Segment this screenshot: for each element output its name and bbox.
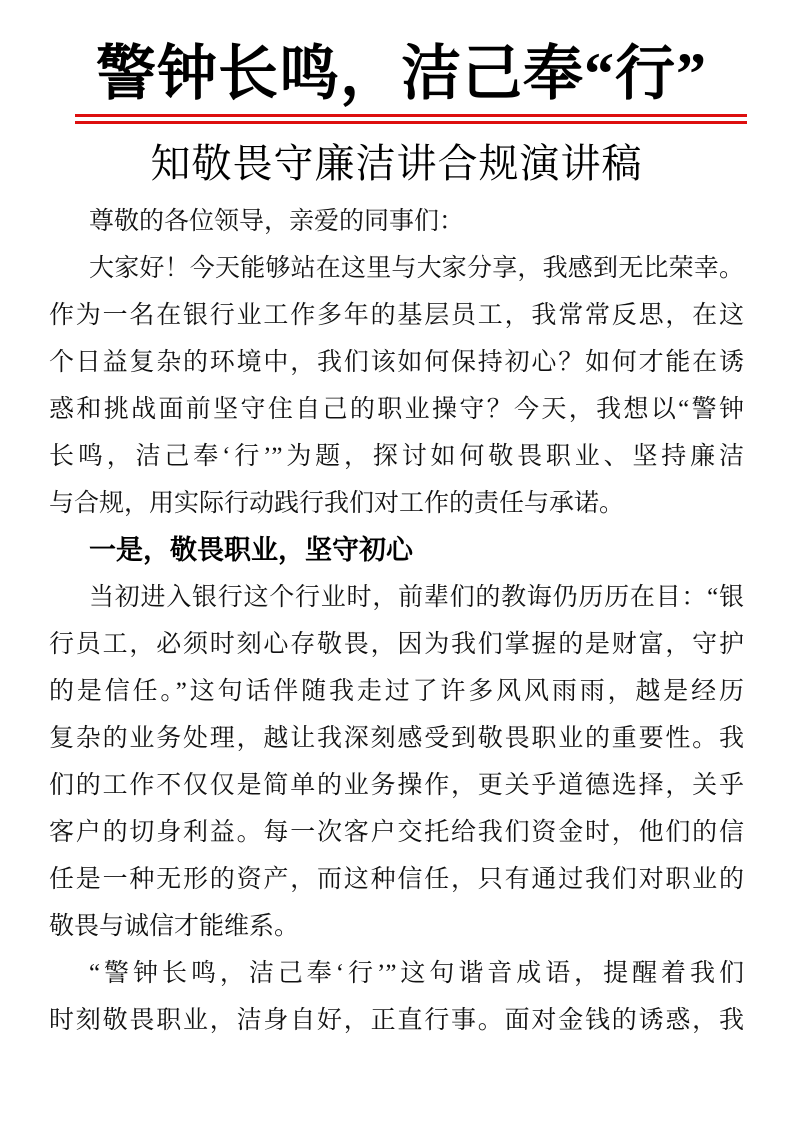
text-line: “警钟长鸣，洁己奉‘行’”这句谐音成语，提醒着我们 [89, 960, 744, 987]
text-line: 与合规，用实际行动践行我们对工作的责任与承诺。 [49, 490, 625, 517]
text-line: 客户的切身利益。每一次客户交托给我们资金时，他们的信 [49, 819, 744, 846]
document-title: 警钟长鸣，洁己奉“行” [96, 41, 707, 107]
title-double-underline [75, 114, 747, 124]
section-heading: 一是，敬畏职业，坚守初心 [89, 535, 413, 565]
text-line: 们的工作不仅仅是简单的业务操作，更关乎道德选择，关乎 [49, 772, 744, 799]
text-line: 行员工，必须时刻心存敬畏，因为我们掌握的是财富，守护 [49, 631, 744, 658]
text-line: 当初进入银行这个行业时，前辈们的教诲仍历历在目：“银 [89, 584, 744, 611]
document-body [49, 198, 744, 1044]
text-line: 作为一名在银行业工作多年的基层员工，我常常反思，在这 [49, 302, 744, 329]
text-line: 任是一种无形的资产，而这种信任，只有通过我们对职业的 [49, 866, 744, 893]
text-line: 复杂的业务处理，越让我深刻感受到敬畏职业的重要性。我 [49, 725, 744, 752]
text-line: 长鸣，洁己奉‘行’”为题，探讨如何敬畏职业、坚持廉洁 [49, 443, 744, 470]
text-line: 敬畏与诚信才能维系。 [49, 913, 300, 940]
document-subtitle: 知敬畏守廉洁讲合规演讲稿 [150, 141, 643, 186]
document-header [0, 0, 793, 190]
salutation-line: 尊敬的各位领导，亲爱的同事们： [89, 208, 465, 235]
text-line: 时刻敬畏职业，洁身自好，正直行事。面对金钱的诱惑，我 [49, 1007, 744, 1034]
text-line: 大家好！今天能够站在这里与大家分享，我感到无比荣幸。 [89, 255, 744, 282]
text-line: 个日益复杂的环境中，我们该如何保持初心？如何才能在诱 [49, 349, 744, 376]
text-line: 的是信任。”这句话伴随我走过了许多风风雨雨，越是经历 [49, 678, 744, 705]
text-line: 惑和挑战面前坚守住自己的职业操守？今天，我想以“警钟 [49, 396, 744, 423]
